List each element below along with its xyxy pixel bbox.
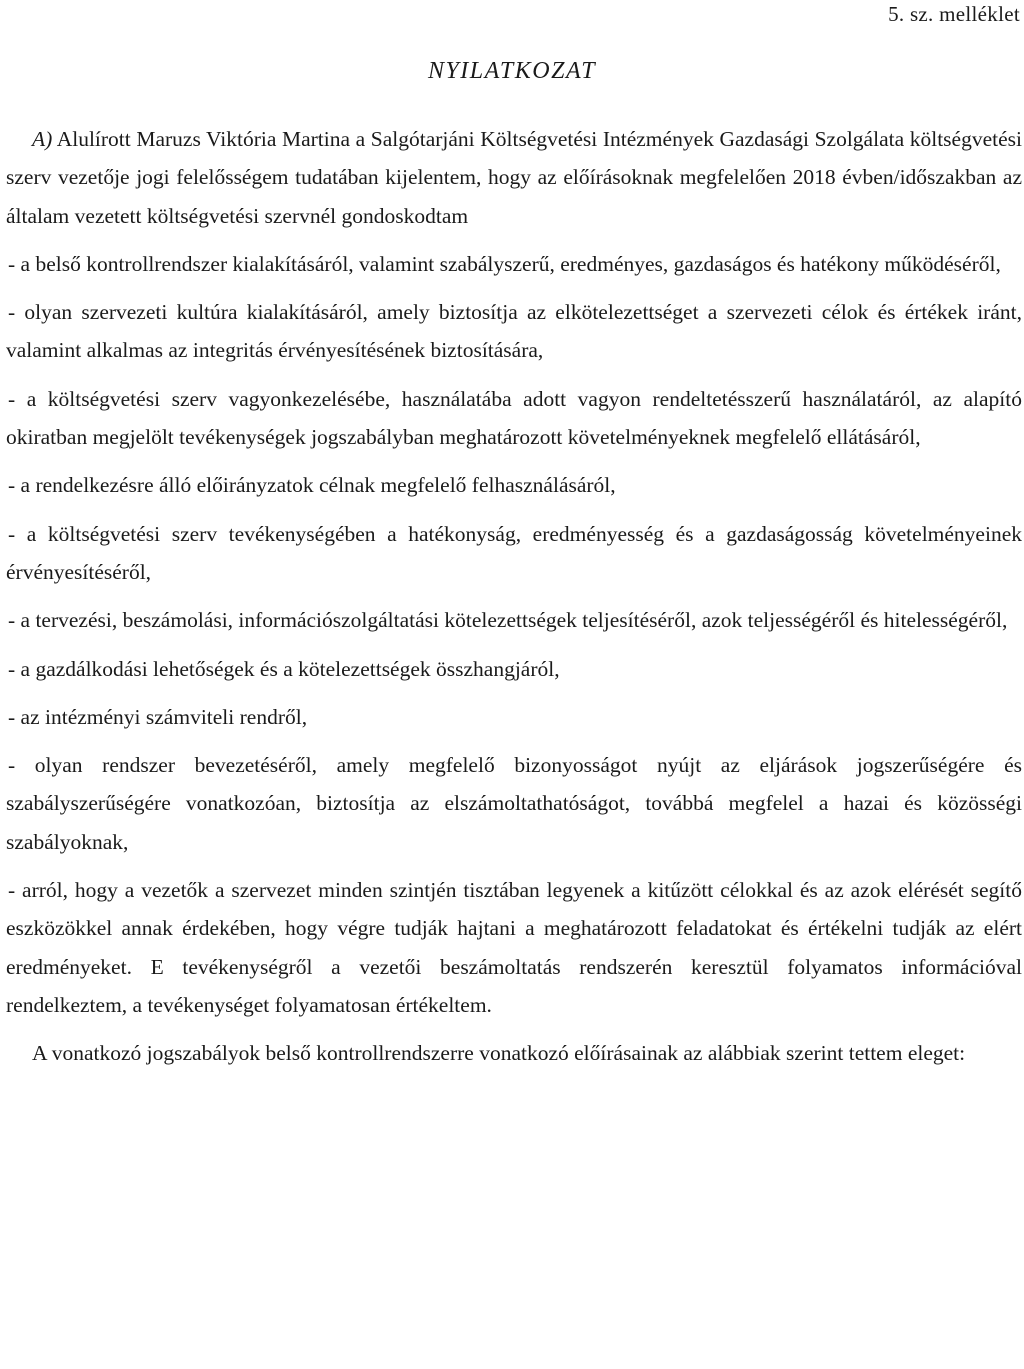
closing-paragraph: A vonatkozó jogszabályok belső kontrollrendszerre vonatkozó előírásainak az alábbiak szerint tettem eleget: [32,1041,966,1066]
section-letter: A) [32,127,53,151]
document-title: NYILATKOZAT [427,58,597,84]
annex-label: 5. sz. melléklet [888,2,1020,26]
list-item: - a költségvetési szerv tevékenységében a hatékonyság, eredményesség és a gazdaságosság követelményeinek érvényesítéséről, [6,521,1022,584]
intro-text: Alulírott Maruzs Viktória Martina a Salgótarjáni Költségvetési Intézmények Gazdasági Szolgálata költségvetési szerv vezetője jogi felelősségem tudatában kijelentem, hogy az előírásoknak megfelelően 2018 évben/időszakban az általam vezetett költségvetési szervnél gondoskodtam [6,127,1022,228]
list-item: - arról, hogy a vezetők a szervezet minden szintjén tisztában legyenek a kitűzött célokkal és az azok elérését segítő eszközökkel annak érdekében, hogy végre tudják hajtani a meghatározott feladatokat és értékelni tudják az elért eredményeket. E tevékenységről a vezetői beszámoltatás rendszerén keresztül folyamatos információval rendelkeztem, a tevékenységet folyamatosan értékeltem. [6,878,1022,1017]
list-item: - olyan rendszer bevezetéséről, amely megfelelő bizonyosságot nyújt az eljárások jogszerűségére és szabályszerűségére vonatkozóan, biztosítja az elszámoltathatóságot, továbbá megfelel a hazai és közösségi szabályoknak, [6,753,1022,854]
list-item: - olyan szervezeti kultúra kialakításáról, amely biztosítja az elkötelezettséget a szervezeti célok és értékek iránt, valamint alkalmas az integritás érvényesítésének biztosítására, [6,300,1022,363]
list-item: - a rendelkezésre álló előirányzatok célnak megfelelő felhasználásáról, [8,473,616,498]
list-item: - a tervezési, beszámolási, információszolgáltatási kötelezettségek teljesítéséről, azok teljességéről és hitelességéről, [8,608,1008,633]
intro-paragraph [6,120,1022,235]
list-item: - a gazdálkodási lehetőségek és a kötelezettségek összhangjáról, [8,656,560,681]
list-item: - a költségvetési szerv vagyonkezelésébe, használatába adott vagyon rendeltetésszerű használatáról, az alapító okiratban megjelölt tevékenységek jogszabályban meghatározott követelményeknek megfelelő ellátásáról, [6,386,1022,450]
list-item: - a belső kontrollrendszer kialakításáról, valamint szabályszerű, eredményes, gazdaságos és hatékony működéséről, [8,251,1001,276]
list-item: - az intézményi számviteli rendről, [8,704,308,729]
document-body [6,120,1022,1083]
